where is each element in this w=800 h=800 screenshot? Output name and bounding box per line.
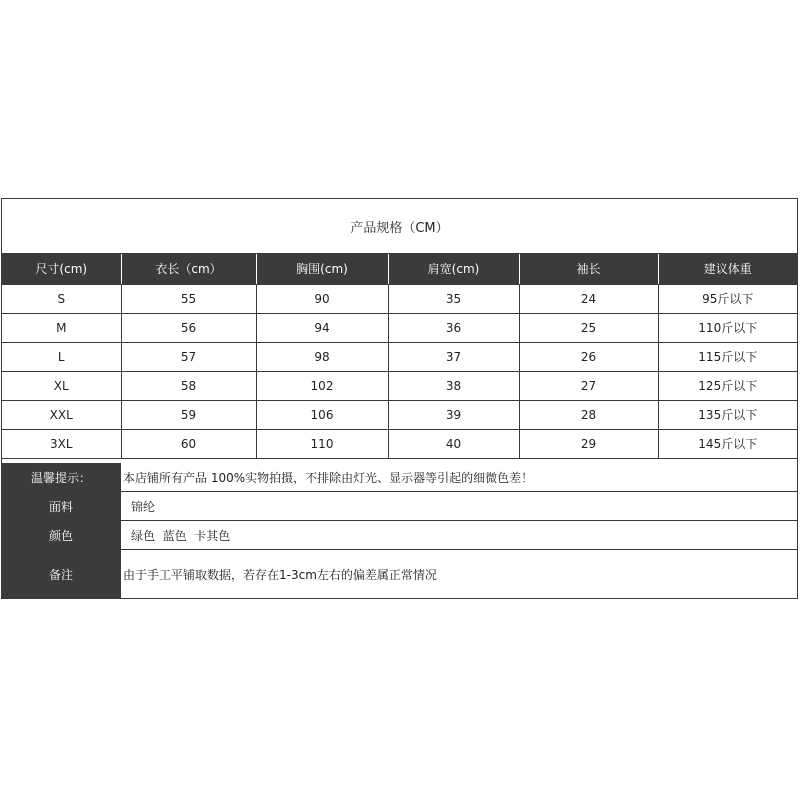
- fabric-label: 面料: [2, 492, 121, 520]
- fabric-value: 锦纶: [131, 499, 156, 514]
- cell-chest: 110: [256, 429, 388, 458]
- cell-length: 60: [121, 429, 256, 458]
- size-chart: [1, 198, 798, 599]
- cell-weight: 95斤以下: [658, 284, 797, 313]
- size-table: [2, 254, 797, 459]
- cell-length: 56: [121, 313, 256, 342]
- cell-size: XL: [2, 371, 121, 400]
- cell-length: 55: [121, 284, 256, 313]
- tip-value: 本店铺所有产品 100%实物拍摄，不排除由灯光、显示器等引起的细微色差！: [123, 470, 534, 485]
- cell-weight: 110斤以下: [658, 313, 797, 342]
- cell-size: L: [2, 342, 121, 371]
- cell-length: 59: [121, 400, 256, 429]
- cell-shoulder: 38: [388, 371, 519, 400]
- cell-weight: 145斤以下: [658, 429, 797, 458]
- header-size: 尺寸(cm): [2, 254, 121, 284]
- cell-weight: 115斤以下: [658, 342, 797, 371]
- cell-sleeve: 27: [519, 371, 658, 400]
- cell-sleeve: 24: [519, 284, 658, 313]
- color-value: 绿色 蓝色 卡其色: [131, 528, 231, 543]
- table-row: [2, 371, 797, 400]
- cell-size: S: [2, 284, 121, 313]
- header-shoulder: 肩宽(cm): [388, 254, 519, 284]
- cell-shoulder: 35: [388, 284, 519, 313]
- cell-size: M: [2, 313, 121, 342]
- cell-shoulder: 36: [388, 313, 519, 342]
- note-value: 由于手工平铺取数据，若存在1-3cm左右的偏差属正常情况: [123, 567, 437, 582]
- cell-chest: 90: [256, 284, 388, 313]
- cell-sleeve: 29: [519, 429, 658, 458]
- cell-size: XXL: [2, 400, 121, 429]
- cell-sleeve: 28: [519, 400, 658, 429]
- table-header-row: [2, 254, 797, 284]
- cell-size: 3XL: [2, 429, 121, 458]
- header-weight: 建议体重: [658, 254, 797, 284]
- header-chest: 胸围(cm): [256, 254, 388, 284]
- cell-chest: 94: [256, 313, 388, 342]
- cell-sleeve: 25: [519, 313, 658, 342]
- cell-length: 57: [121, 342, 256, 371]
- fabric-row: [2, 492, 797, 521]
- cell-chest: 98: [256, 342, 388, 371]
- table-row: [2, 313, 797, 342]
- table-row: [2, 429, 797, 458]
- table-row: [2, 284, 797, 313]
- cell-weight: 135斤以下: [658, 400, 797, 429]
- cell-length: 58: [121, 371, 256, 400]
- cell-shoulder: 37: [388, 342, 519, 371]
- table-row: [2, 342, 797, 371]
- cell-shoulder: 39: [388, 400, 519, 429]
- tip-label: 温馨提示：: [2, 463, 121, 491]
- color-label: 颜色: [2, 521, 121, 549]
- cell-chest: 102: [256, 371, 388, 400]
- cell-weight: 125斤以下: [658, 371, 797, 400]
- color-row: [2, 521, 797, 550]
- table-row: [2, 400, 797, 429]
- chart-title: 产品规格（CM）: [2, 199, 797, 254]
- note-label: 备注: [2, 550, 121, 598]
- note-row: [2, 550, 797, 598]
- header-length: 衣长（cm）: [121, 254, 256, 284]
- header-sleeve: 袖长: [519, 254, 658, 284]
- cell-shoulder: 40: [388, 429, 519, 458]
- tip-row: [2, 463, 797, 492]
- cell-chest: 106: [256, 400, 388, 429]
- cell-sleeve: 26: [519, 342, 658, 371]
